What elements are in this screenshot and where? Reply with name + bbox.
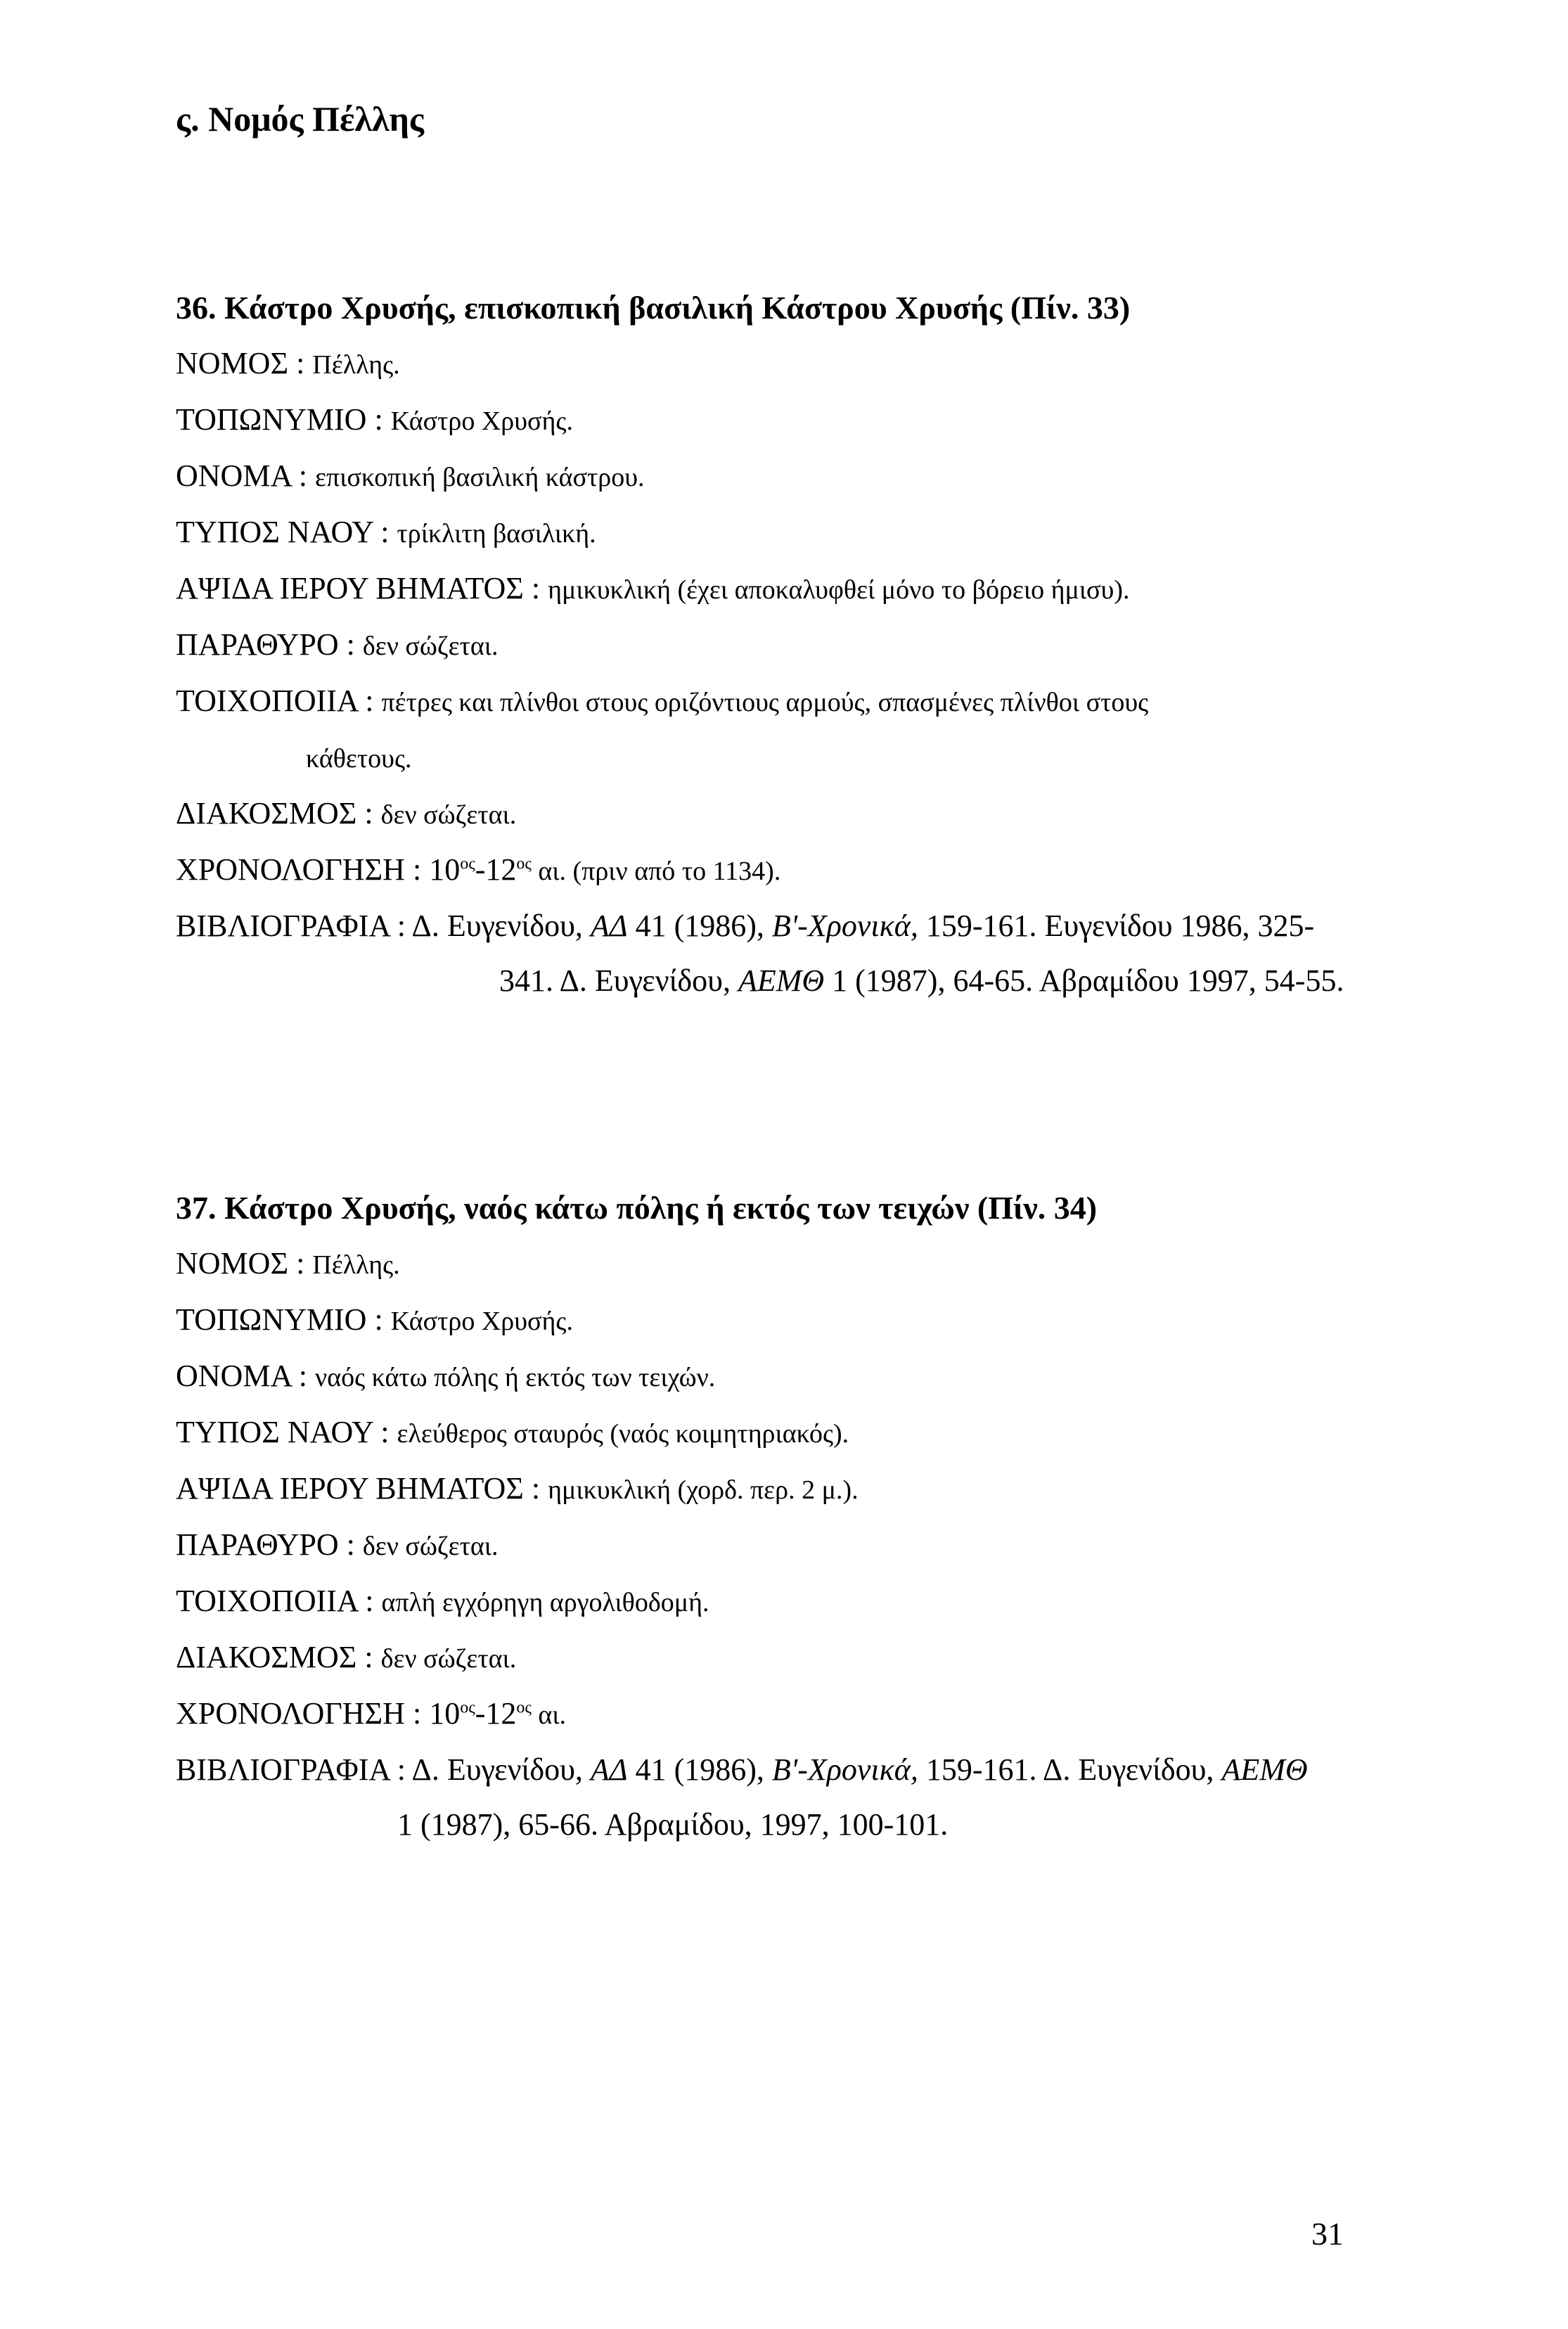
bib-italic: ΑΕΜΘ [738, 963, 825, 998]
bib-text: 1 (1987), 64-65. Αβραμίδου 1997, 54-55. [824, 963, 1344, 998]
catalog-entry [176, 1180, 1455, 1852]
field-label: ΧΡΟΝΟΛΟΓΗΣΗ [176, 1696, 405, 1731]
field-value: Πέλλης. [312, 350, 400, 380]
field-separator: : [366, 1302, 391, 1337]
field-chronologisi [176, 1686, 1455, 1743]
field-separator: : [373, 1415, 397, 1449]
field-separator: : [523, 1471, 548, 1506]
field-label: ΤΟΙΧΟΠΟΙΙΑ [176, 684, 358, 718]
field-value: αι. (πριν από το 1134). [531, 856, 781, 886]
field-separator: : [373, 515, 397, 549]
field-value: ημικυκλική (χορδ. περ. 2 μ.). [548, 1475, 859, 1505]
field-value: πέτρες και πλίνθοι στους οριζόντιους αρμούς, σπασμένες πλίνθοι στους [381, 688, 1149, 717]
ordinal-suffix: ος [460, 1698, 475, 1717]
field-value: δεν σώζεται. [380, 800, 517, 830]
field-separator: : [357, 1584, 382, 1618]
field-separator: : [356, 1640, 381, 1674]
field-value: δεν σώζεται. [362, 1532, 499, 1561]
bib-text: 41 (1986), [627, 909, 772, 943]
field-toichopoiia [176, 1574, 1455, 1630]
chronology-to: -12 [475, 1696, 517, 1731]
field-label: ΟΝΟΜΑ [176, 458, 291, 493]
field-label: ΒΙΒΛΙΟΓΡΑΦΙΑ [176, 909, 390, 943]
field-label: ΝΟΜΟΣ [176, 1246, 289, 1281]
field-separator: : [523, 571, 548, 605]
chronology-from: 10 [429, 1696, 461, 1731]
field-value: απλή εγχόρηγη αργολιθοδομή. [381, 1588, 709, 1617]
field-label: ΠΑΡΑΘΥΡΟ [176, 1527, 339, 1562]
field-toponymio [176, 392, 1455, 449]
field-label: ΤΥΠΟΣ ΝΑΟΥ [176, 515, 373, 549]
field-bibliografia [176, 1743, 1455, 1797]
field-value: κάθετους. [306, 744, 412, 774]
bib-text: Δ. Ευγενίδου, [411, 1752, 591, 1787]
field-separator: : [338, 1527, 363, 1562]
chronology-to: -12 [475, 852, 517, 887]
field-diakosmos [176, 786, 1455, 842]
field-onoma [176, 1349, 1455, 1405]
field-bibliografia-continuation [176, 1797, 1455, 1852]
field-separator: : [389, 1752, 412, 1787]
field-bibliografia [176, 899, 1455, 954]
field-apsida [176, 561, 1455, 617]
field-parathyro [176, 617, 1455, 674]
field-value: ελεύθερος σταυρός (ναός κοιμητηριακός). [397, 1419, 849, 1449]
field-label: ΔΙΑΚΟΣΜΟΣ [176, 796, 357, 830]
field-label: ΝΟΜΟΣ [176, 346, 289, 380]
field-separator: : [366, 402, 391, 437]
chronology-from: 10 [429, 852, 461, 887]
entry-title: 37. Κάστρο Χρυσής, ναός κάτω πόλης ή εκτός των τειχών (Πίν. 34) [176, 1190, 1098, 1226]
field-separator: : [290, 1359, 316, 1393]
page-number: 31 [1311, 2216, 1344, 2252]
field-label: ΤΟΠΩΝΥΜΙΟ [176, 1302, 367, 1337]
chapter-heading: ς. Νομός Πέλλης [176, 99, 425, 139]
bib-text: 159-161. Δ. Ευγενίδου, [918, 1752, 1222, 1787]
field-separator: : [290, 458, 316, 493]
catalog-entry [176, 280, 1455, 1008]
field-chronologisi [176, 842, 1455, 899]
field-label: ΤΥΠΟΣ ΝΑΟΥ [176, 1415, 373, 1449]
field-separator: : [389, 909, 412, 943]
field-toichopoiia [176, 674, 1455, 730]
field-label: ΠΑΡΑΘΥΡΟ [176, 627, 339, 662]
field-separator: : [404, 852, 430, 887]
bib-italic: ΑΔ [590, 1752, 628, 1787]
field-separator: : [356, 796, 381, 830]
field-value: Κάστρο Χρυσής. [390, 1307, 573, 1336]
bib-text: 341. Δ. Ευγενίδου, [499, 963, 738, 998]
field-label: ΤΟΠΩΝΥΜΙΟ [176, 402, 367, 437]
field-label: ΑΨΙΔΑ ΙΕΡΟΥ ΒΗΜΑΤΟΣ [176, 571, 524, 605]
field-value: Πέλλης. [312, 1250, 400, 1280]
bib-text: Δ. Ευγενίδου, [411, 909, 591, 943]
field-toponymio [176, 1292, 1455, 1349]
bib-text: 1 (1987), 65-66. Αβραμίδου, 1997, 100-101. [397, 1807, 949, 1842]
field-separator: : [288, 1246, 313, 1281]
bib-text: 41 (1986), [627, 1752, 772, 1787]
field-apsida [176, 1461, 1455, 1518]
field-label: ΑΨΙΔΑ ΙΕΡΟΥ ΒΗΜΑΤΟΣ [176, 1471, 524, 1506]
field-value: τρίκλιτη βασιλική. [397, 519, 596, 548]
field-value: ναός κάτω πόλης ή εκτός των τειχών. [315, 1363, 716, 1392]
field-label: ΟΝΟΜΑ [176, 1359, 291, 1393]
field-separator: : [404, 1696, 430, 1731]
bib-italic: ΑΔ [590, 909, 628, 943]
field-value: δεν σώζεται. [362, 631, 499, 661]
entry-title: 36. Κάστρο Χρυσής, επισκοπική βασιλική Κάστρου Χρυσής (Πίν. 33) [176, 290, 1131, 326]
field-diakosmos [176, 1630, 1455, 1686]
field-label: ΤΟΙΧΟΠΟΙΙΑ [176, 1584, 358, 1618]
bib-text: 159-161. Ευγενίδου 1986, 325- [918, 909, 1315, 943]
bib-italic: Β'-Χρονικά, [771, 1752, 918, 1787]
field-toichopoiia-continuation [176, 730, 1455, 786]
field-value: επισκοπική βασιλική κάστρου. [315, 463, 645, 492]
field-nomos [176, 336, 1455, 392]
bib-italic: ΑΕΜΘ [1221, 1752, 1308, 1787]
field-typos-naou [176, 1405, 1455, 1461]
field-value: ημικυκλική (έχει αποκαλυφθεί μόνο το βόρειο ήμισυ). [548, 575, 1130, 605]
field-label: ΔΙΑΚΟΣΜΟΣ [176, 1640, 357, 1674]
field-nomos [176, 1236, 1455, 1292]
field-label: ΒΙΒΛΙΟΓΡΑΦΙΑ [176, 1752, 390, 1787]
field-separator: : [357, 684, 382, 718]
bib-italic: Β'-Χρονικά, [771, 909, 918, 943]
field-typos-naou [176, 505, 1455, 561]
field-value: Κάστρο Χρυσής. [390, 406, 573, 436]
field-value: αι. [531, 1700, 567, 1730]
field-onoma [176, 449, 1455, 505]
ordinal-suffix: ος [460, 854, 475, 873]
field-label: ΧΡΟΝΟΛΟΓΗΣΗ [176, 852, 405, 887]
field-parathyro [176, 1518, 1455, 1574]
field-value: δεν σώζεται. [380, 1644, 517, 1674]
field-bibliografia-continuation [176, 954, 1455, 1008]
field-separator: : [338, 627, 363, 662]
ordinal-suffix: ος [516, 854, 532, 873]
ordinal-suffix: ος [516, 1698, 532, 1717]
field-separator: : [288, 346, 313, 380]
